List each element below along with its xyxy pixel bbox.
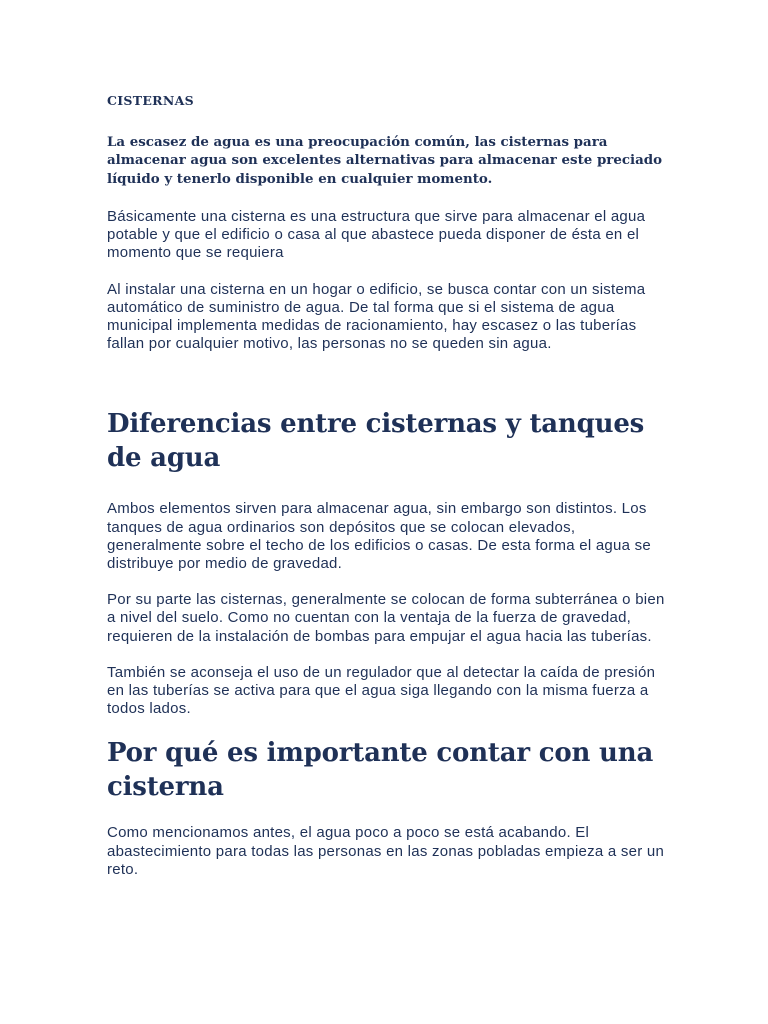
- body-paragraph: Al instalar una cisterna en un hogar o edificio, se busca contar con un sistema automático de suministro de agua. De tal forma que si el sistema de agua municipal implementa medidas de racionamiento, hay escasez o las tuberías fallan por cualquier motivo, las personas no se queden sin agua.: [107, 280, 646, 353]
- body-paragraph: Como mencionamos antes, el agua poco a poco se está acabando. El abastecimiento para todas las personas en las zonas pobladas empieza a ser un reto.: [107, 824, 665, 878]
- body-paragraph: Ambos elementos sirven para almacenar agua, sin embargo son distintos. Los tanques de agua ordinarios son depósitos que se colocan elevados, generalmente sobre el techo de los edificios o casas. De esta forma el agua se distribuye por medio de gravedad.: [107, 500, 651, 572]
- body-paragraph: Por su parte las cisternas, generalmente se colocan de forma subterránea o bien a nivel del suelo. Como no cuentan con la ventaja de la fuerza de gravedad, requieren de la instalación de bombas para empujar el agua hacia las tuberías.: [107, 591, 665, 645]
- section-heading: Diferencias entre cisternas y tanques de agua: [107, 409, 645, 474]
- body-paragraph: También se aconseja el uso de un regulador que al detectar la caída de presión en las tuberías se activa para que el agua siga llegando con la misma fuerza a todos lados.: [107, 663, 656, 718]
- section-heading: Por qué es importante contar con una cisterna: [107, 738, 654, 803]
- document-page: [107, 92, 667, 897]
- document-kicker: CISTERNAS: [107, 93, 194, 108]
- lead-paragraph: La escasez de agua es una preocupación común, las cisternas para almacenar agua son excelentes alternativas para almacenar este preciado líquido y tenerlo disponible en cualquier momento.: [107, 134, 663, 187]
- body-paragraph: Básicamente una cisterna es una estructura que sirve para almacenar el agua potable y que el edificio o casa al que abastece pueda disponer de ésta en el momento que se requiera: [107, 207, 646, 262]
